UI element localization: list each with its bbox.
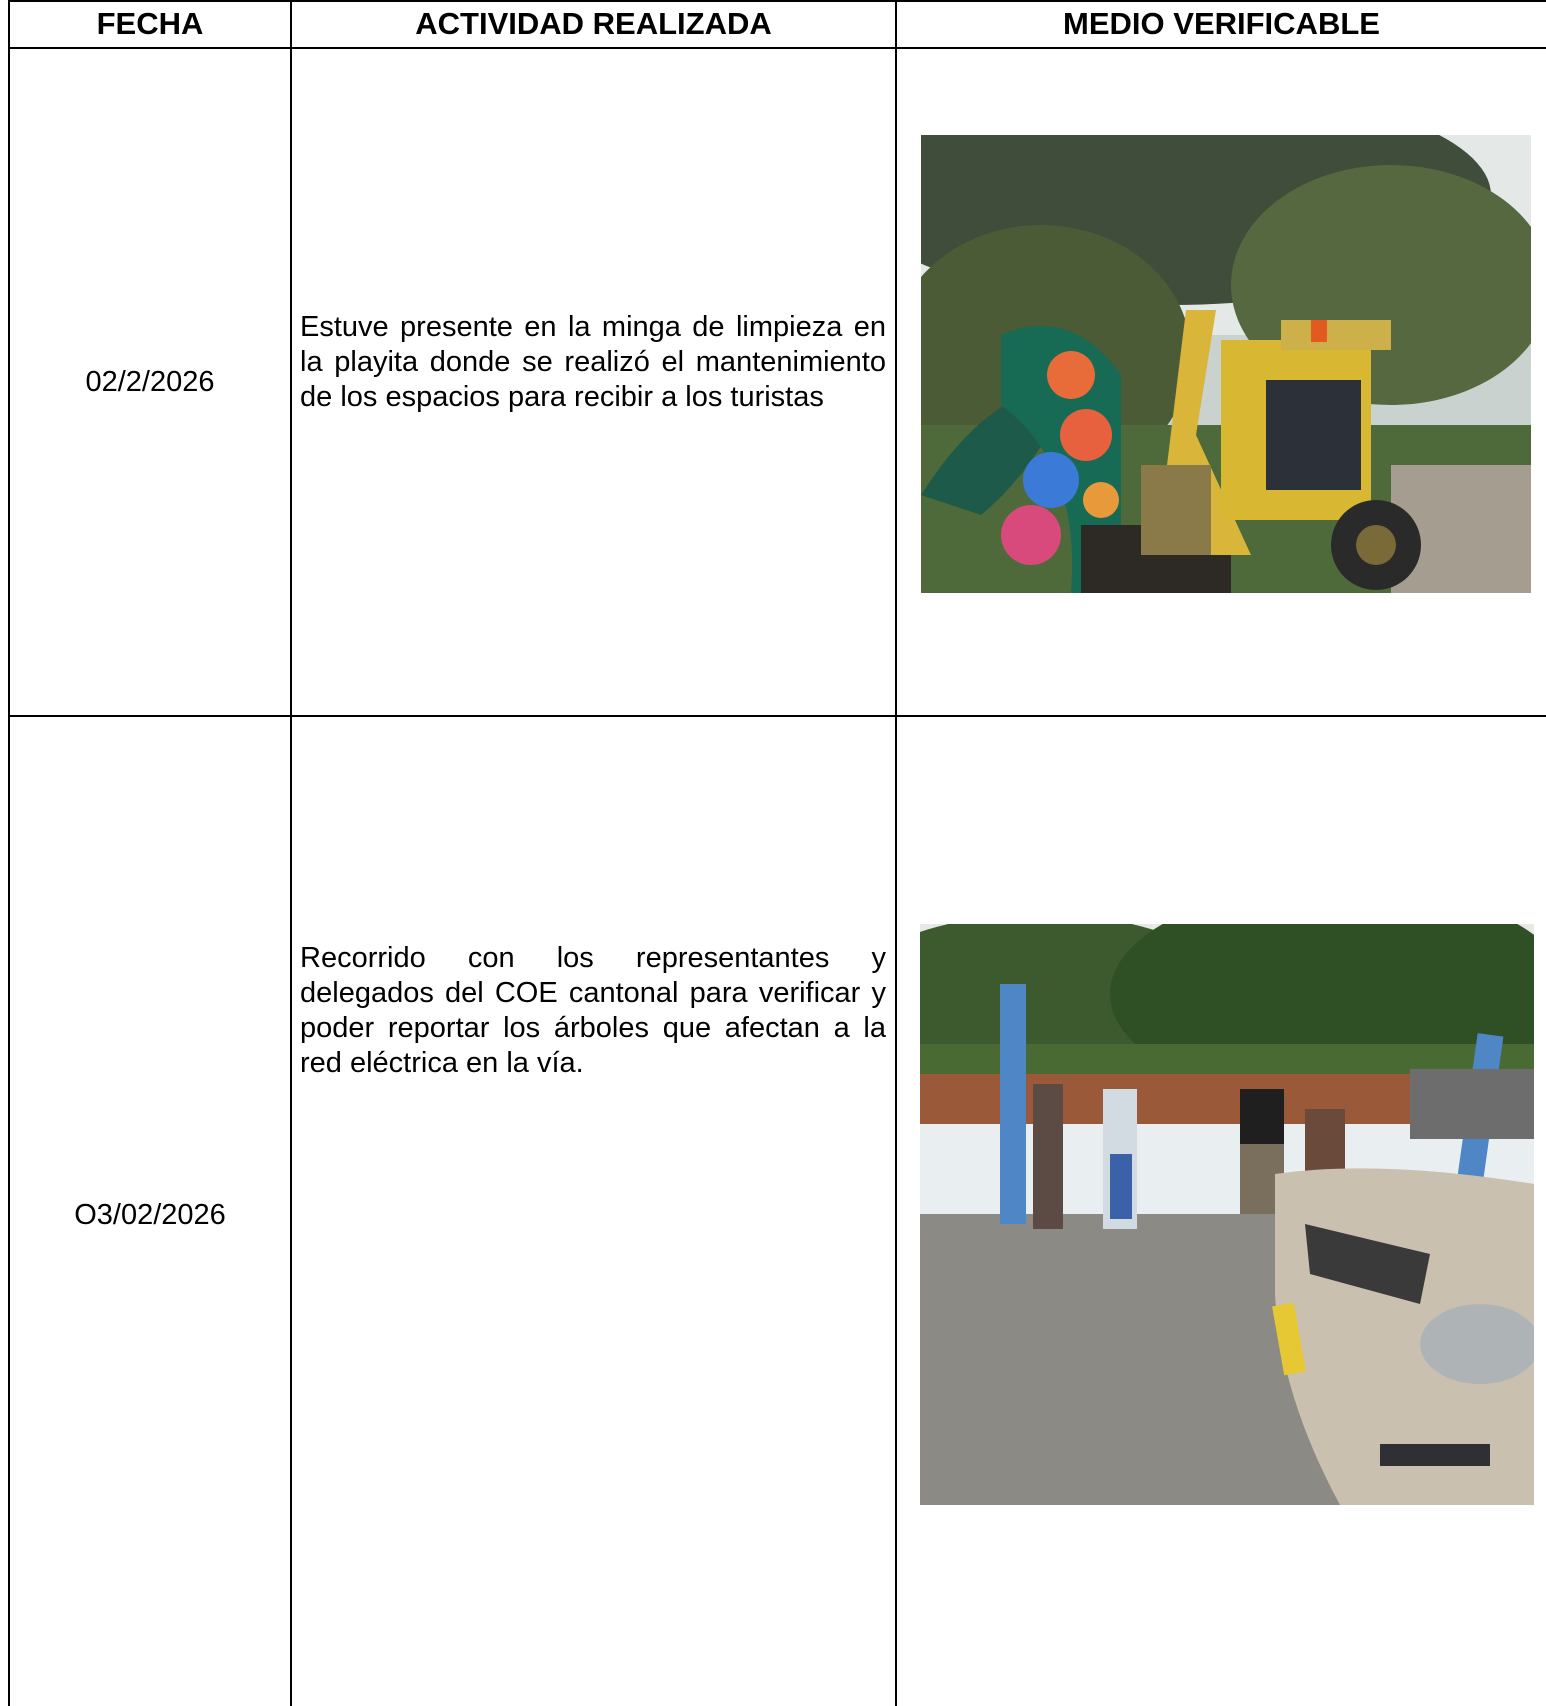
row-2-date: O3/02/2026 [74,1199,226,1231]
row-divider [8,715,1546,717]
column-divider-2 [895,0,897,1706]
row-2-activity: Recorrido con los representantes y delegados del COE cantonal para verificar y poder reportar los árboles que afectan a la red eléctrica en la vía. [300,942,886,1079]
table-border-left [8,0,10,1706]
header-fecha: FECHA [96,6,204,41]
row-1-evidence-photo [921,135,1531,593]
activity-table [8,0,1546,1706]
row-1-activity: Estuve presente en la minga de limpieza en la playita donde se realizó el mantenimiento de los espacios para recibir a los turistas [300,311,886,413]
row-1-date: 02/2/2026 [85,366,215,398]
header-medio: MEDIO VERIFICABLE [1063,6,1380,41]
row-2-evidence-photo [920,924,1534,1505]
header-actividad: ACTIVIDAD REALIZADA [415,6,772,41]
column-divider-1 [290,0,292,1706]
